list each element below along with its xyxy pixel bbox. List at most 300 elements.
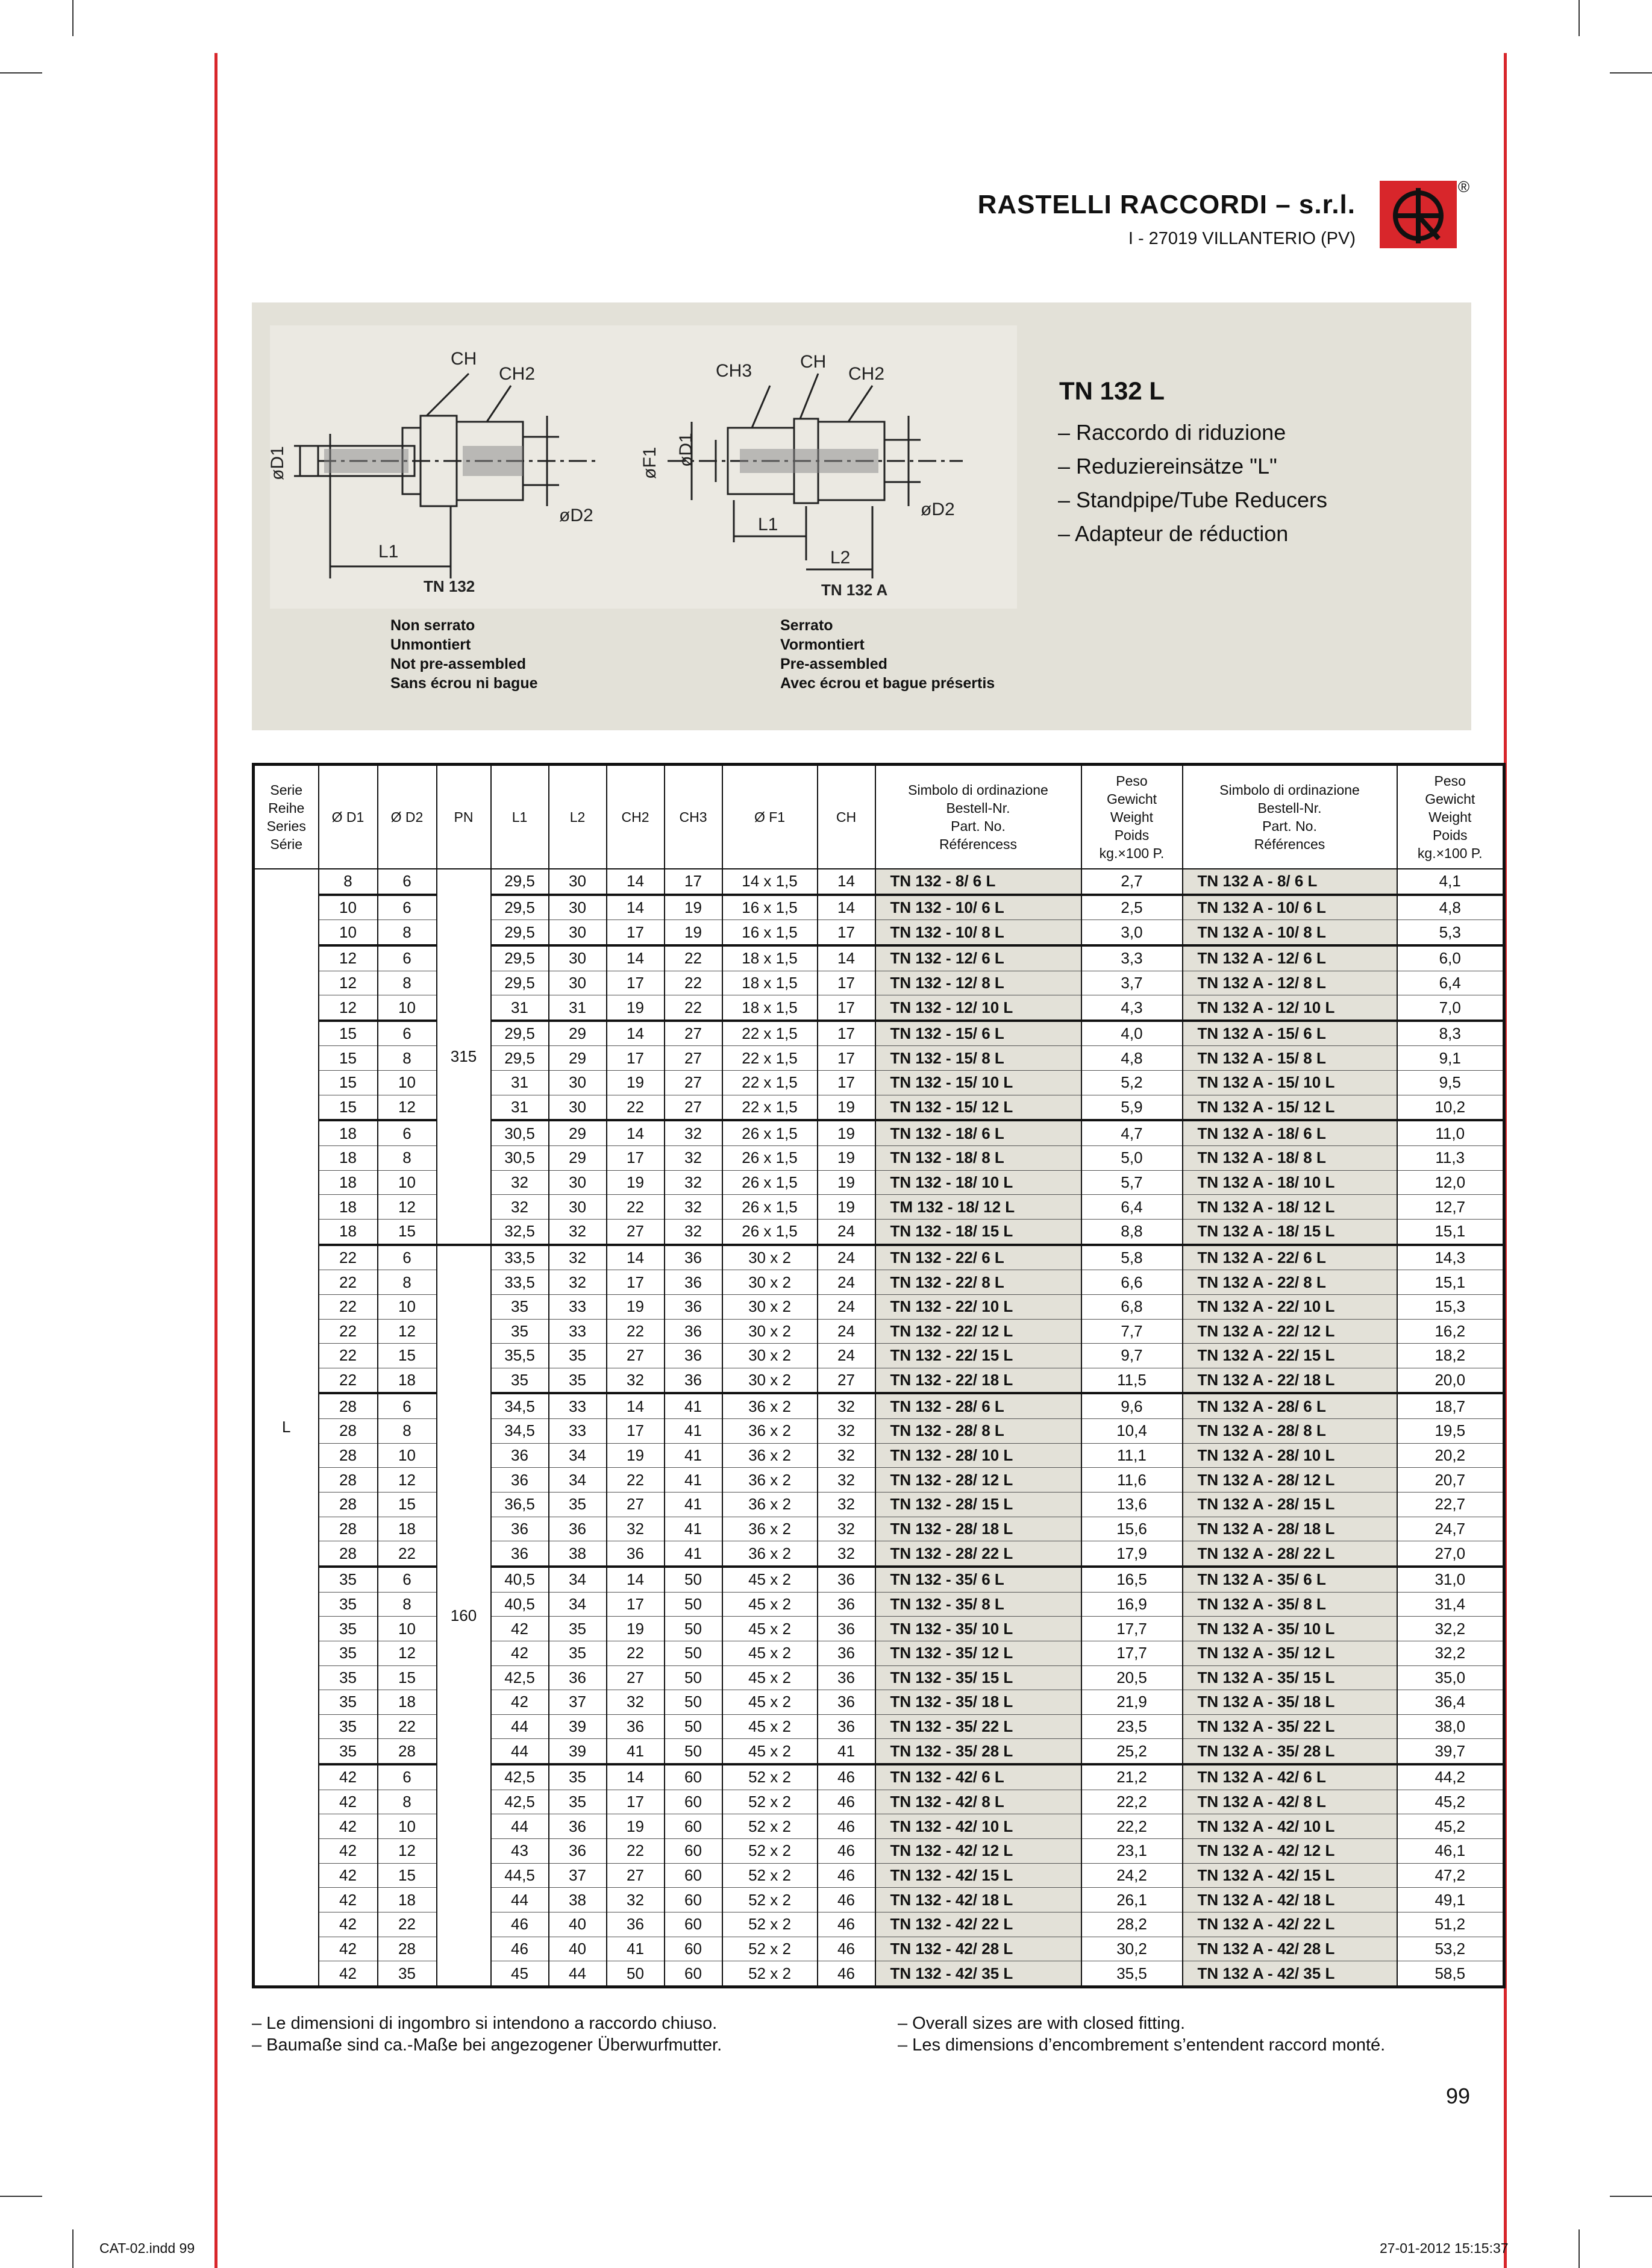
cell-d1: 28 — [319, 1393, 378, 1418]
cell-ch2: 14 — [607, 1021, 665, 1046]
cell-l1: 36 — [491, 1541, 549, 1567]
cell-d2: 10 — [378, 995, 437, 1021]
header-line: Gewicht — [1425, 791, 1475, 807]
cell-d2: 12 — [378, 1468, 437, 1493]
cell-weight-a: 11,0 — [1397, 1120, 1504, 1145]
cell-weight-a: 44,2 — [1397, 1764, 1504, 1790]
cell-d2: 15 — [378, 1665, 437, 1690]
cell-d1: 15 — [319, 1021, 378, 1046]
cell-f1: 36 x 2 — [722, 1493, 818, 1517]
cell-f1: 16 x 1,5 — [722, 895, 818, 920]
cell-d2: 15 — [378, 1219, 437, 1244]
drawing-caption-right: TN 132 A — [821, 581, 888, 599]
cell-weight: 23,5 — [1081, 1714, 1183, 1739]
header-ch2: CH2 — [607, 765, 665, 869]
header-line: Peso — [1116, 773, 1148, 789]
cell-ch2: 19 — [607, 1294, 665, 1319]
cell-d1: 10 — [319, 920, 378, 945]
company-name: RASTELLI RACCORDI – s.r.l. — [977, 190, 1356, 219]
cell-part-number: TN 132 - 12/ 10 L — [875, 995, 1081, 1021]
cell-ch3: 41 — [665, 1493, 722, 1517]
cell-d1: 42 — [319, 1814, 378, 1839]
cell-f1: 26 x 1,5 — [722, 1170, 818, 1195]
cell-l1: 42,5 — [491, 1790, 549, 1814]
cell-weight: 17,9 — [1081, 1541, 1183, 1567]
cell-weight-a: 14,3 — [1397, 1245, 1504, 1270]
crop-mark — [72, 0, 74, 36]
cell-weight-a: 35,0 — [1397, 1665, 1504, 1690]
cell-ch3: 50 — [665, 1592, 722, 1617]
cell-l1: 35 — [491, 1294, 549, 1319]
cell-d2: 35 — [378, 1961, 437, 1987]
cell-l2: 36 — [549, 1838, 607, 1863]
cell-d1: 42 — [319, 1961, 378, 1987]
cell-d1: 10 — [319, 895, 378, 920]
cell-l2: 35 — [549, 1344, 607, 1368]
cell-f1: 45 x 2 — [722, 1739, 818, 1764]
cell-d1: 28 — [319, 1541, 378, 1567]
label-ch3: CH3 — [716, 361, 752, 381]
cell-l2: 36 — [549, 1665, 607, 1690]
cell-part-number: TN 132 - 42/ 28 L — [875, 1937, 1081, 1961]
cell-d2: 8 — [378, 920, 437, 945]
crop-mark — [0, 72, 42, 74]
cell-f1: 45 x 2 — [722, 1714, 818, 1739]
label-l1: L1 — [378, 542, 399, 562]
cell-weight: 2,7 — [1081, 869, 1183, 895]
cell-weight-a: 49,1 — [1397, 1888, 1504, 1912]
cell-ch3: 32 — [665, 1195, 722, 1220]
cell-ch2: 32 — [607, 1368, 665, 1393]
product-description: – Reduziereinsätze "L" — [1058, 454, 1277, 478]
cell-d2: 15 — [378, 1344, 437, 1368]
cell-weight: 15,6 — [1081, 1517, 1183, 1541]
product-description: – Raccordo di riduzione — [1058, 420, 1286, 445]
cell-weight: 23,1 — [1081, 1838, 1183, 1863]
cell-f1: 14 x 1,5 — [722, 869, 818, 895]
pn-cell: 315 — [437, 869, 491, 1245]
cell-weight: 11,5 — [1081, 1368, 1183, 1393]
cell-d2: 6 — [378, 1567, 437, 1592]
header-line: Part. No. — [951, 818, 1006, 834]
cell-weight-a: 11,3 — [1397, 1146, 1504, 1171]
cell-ch3: 19 — [665, 895, 722, 920]
cell-d2: 8 — [378, 1270, 437, 1295]
cell-part-number-a: TN 132 A - 18/ 10 L — [1183, 1170, 1397, 1195]
cell-d1: 35 — [319, 1665, 378, 1690]
cell-ch: 17 — [818, 1071, 875, 1095]
cell-part-number-a: TN 132 A - 28/ 12 L — [1183, 1468, 1397, 1493]
cell-part-number: TN 132 - 28/ 6 L — [875, 1393, 1081, 1418]
cell-part-number-a: TN 132 A - 15/ 10 L — [1183, 1071, 1397, 1095]
cell-f1: 45 x 2 — [722, 1665, 818, 1690]
cell-ch: 14 — [818, 869, 875, 895]
cell-d2: 22 — [378, 1541, 437, 1567]
cell-ch2: 27 — [607, 1665, 665, 1690]
product-description: – Standpipe/Tube Reducers — [1058, 487, 1327, 512]
cell-l2: 38 — [549, 1888, 607, 1912]
cell-ch3: 41 — [665, 1468, 722, 1493]
cell-ch3: 50 — [665, 1714, 722, 1739]
cell-d2: 22 — [378, 1912, 437, 1937]
cell-weight: 28,2 — [1081, 1912, 1183, 1937]
cell-f1: 36 x 2 — [722, 1541, 818, 1567]
cell-weight-a: 10,2 — [1397, 1095, 1504, 1120]
cell-f1: 52 x 2 — [722, 1912, 818, 1937]
cell-part-number-a: TN 132 A - 35/ 12 L — [1183, 1641, 1397, 1665]
cell-d2: 12 — [378, 1319, 437, 1344]
cell-weight-a: 12,7 — [1397, 1195, 1504, 1220]
cell-ch3: 27 — [665, 1071, 722, 1095]
cell-l2: 35 — [549, 1493, 607, 1517]
cell-l2: 36 — [549, 1517, 607, 1541]
cell-weight-a: 58,5 — [1397, 1961, 1504, 1987]
header-l2: L2 — [549, 765, 607, 869]
cell-l1: 42 — [491, 1641, 549, 1665]
cell-l1: 36 — [491, 1443, 549, 1468]
cell-d1: 15 — [319, 1046, 378, 1071]
header-line: Part. No. — [1262, 818, 1317, 834]
cell-ch3: 60 — [665, 1863, 722, 1888]
cell-d2: 8 — [378, 1419, 437, 1444]
cell-f1: 22 x 1,5 — [722, 1046, 818, 1071]
cell-d1: 22 — [319, 1270, 378, 1295]
cell-weight: 17,7 — [1081, 1617, 1183, 1641]
cell-ch3: 32 — [665, 1170, 722, 1195]
cell-part-number-a: TN 132 A - 28/ 15 L — [1183, 1493, 1397, 1517]
label-ch-right: CH — [800, 352, 827, 372]
cell-ch: 17 — [818, 920, 875, 945]
cell-l1: 35 — [491, 1319, 549, 1344]
cell-d1: 42 — [319, 1937, 378, 1961]
cell-f1: 30 x 2 — [722, 1368, 818, 1393]
cell-f1: 45 x 2 — [722, 1592, 818, 1617]
cell-l1: 44 — [491, 1714, 549, 1739]
cell-ch2: 27 — [607, 1493, 665, 1517]
cell-part-number-a: TN 132 A - 42/ 15 L — [1183, 1863, 1397, 1888]
cell-l2: 35 — [549, 1368, 607, 1393]
cell-ch3: 41 — [665, 1393, 722, 1418]
cell-part-number: TN 132 - 28/ 18 L — [875, 1517, 1081, 1541]
cell-part-number: TN 132 - 42/ 35 L — [875, 1961, 1081, 1987]
margin-rule-left — [214, 53, 217, 2268]
table-row — [254, 1245, 1504, 1270]
cell-weight-a: 16,2 — [1397, 1319, 1504, 1344]
cell-weight-a: 46,1 — [1397, 1838, 1504, 1863]
note-line: Sans écrou ni bague — [390, 675, 538, 692]
cell-weight: 7,7 — [1081, 1319, 1183, 1344]
cell-weight-a: 31,4 — [1397, 1592, 1504, 1617]
page-number: 99 — [1446, 2084, 1471, 2108]
cell-ch2: 14 — [607, 1764, 665, 1790]
cell-d1: 18 — [319, 1120, 378, 1145]
header-line: Reihe — [268, 800, 305, 816]
cell-ch: 46 — [818, 1888, 875, 1912]
technical-drawing — [270, 325, 1017, 609]
cell-l1: 33,5 — [491, 1245, 549, 1270]
footnotes-left — [252, 2013, 722, 2056]
cell-l2: 29 — [549, 1120, 607, 1145]
cell-ch3: 60 — [665, 1912, 722, 1937]
cell-ch: 36 — [818, 1567, 875, 1592]
cell-ch: 19 — [818, 1095, 875, 1120]
cell-d2: 18 — [378, 1517, 437, 1541]
cell-ch: 24 — [818, 1294, 875, 1319]
cell-f1: 22 x 1,5 — [722, 1021, 818, 1046]
product-description: – Adapteur de réduction — [1058, 521, 1289, 546]
cell-ch: 46 — [818, 1912, 875, 1937]
cell-part-number-a: TN 132 A - 15/ 8 L — [1183, 1046, 1397, 1071]
cell-part-number-a: TN 132 A - 42/ 22 L — [1183, 1912, 1397, 1937]
cell-weight-a: 8,3 — [1397, 1021, 1504, 1046]
crop-mark — [1610, 72, 1652, 74]
cell-weight: 4,0 — [1081, 1021, 1183, 1046]
cell-part-number-a: TN 132 A - 12/ 10 L — [1183, 995, 1397, 1021]
header-line: Série — [270, 836, 303, 852]
cell-f1: 16 x 1,5 — [722, 920, 818, 945]
cell-part-number-a: TN 132 A - 42/ 10 L — [1183, 1814, 1397, 1839]
cell-part-number: TN 132 - 8/ 6 L — [875, 869, 1081, 895]
cell-l1: 31 — [491, 1095, 549, 1120]
cell-ch2: 22 — [607, 1641, 665, 1665]
cell-ch2: 19 — [607, 1071, 665, 1095]
cell-ch: 27 — [818, 1368, 875, 1393]
product-descriptions — [1058, 416, 1327, 551]
label-ch2: CH2 — [499, 364, 536, 384]
cell-l1: 32 — [491, 1195, 549, 1220]
cell-part-number: TN 132 - 28/ 22 L — [875, 1541, 1081, 1567]
cell-weight-a: 18,7 — [1397, 1393, 1504, 1418]
cell-weight-a: 15,3 — [1397, 1294, 1504, 1319]
cell-ch: 19 — [818, 1120, 875, 1145]
cell-weight: 16,9 — [1081, 1592, 1183, 1617]
header-line: Bestell-Nr. — [1257, 800, 1322, 816]
cell-ch: 24 — [818, 1319, 875, 1344]
cell-l1: 29,5 — [491, 869, 549, 895]
cell-part-number: TN 132 - 42/ 10 L — [875, 1814, 1081, 1839]
cell-ch3: 41 — [665, 1517, 722, 1541]
cell-part-number-a: TN 132 A - 35/ 15 L — [1183, 1665, 1397, 1690]
cell-part-number-a: TN 132 A - 15/ 12 L — [1183, 1095, 1397, 1120]
header-l1: L1 — [491, 765, 549, 869]
cell-part-number-a: TN 132 A - 22/ 18 L — [1183, 1368, 1397, 1393]
cell-ch: 24 — [818, 1270, 875, 1295]
cell-d2: 6 — [378, 869, 437, 895]
cell-f1: 45 x 2 — [722, 1567, 818, 1592]
cell-d2: 10 — [378, 1071, 437, 1095]
cell-part-number: TN 132 - 35/ 12 L — [875, 1641, 1081, 1665]
cell-weight-a: 53,2 — [1397, 1937, 1504, 1961]
label-f1: øF1 — [640, 446, 660, 479]
cell-d1: 42 — [319, 1838, 378, 1863]
cell-part-number-a: TN 132 A - 10/ 6 L — [1183, 895, 1397, 920]
cell-d2: 12 — [378, 1838, 437, 1863]
cell-l2: 34 — [549, 1468, 607, 1493]
cell-ch: 32 — [818, 1468, 875, 1493]
cell-f1: 36 x 2 — [722, 1393, 818, 1418]
cell-weight: 6,4 — [1081, 1195, 1183, 1220]
note-line: Unmontiert — [390, 636, 471, 653]
cell-l1: 36,5 — [491, 1493, 549, 1517]
cell-ch: 36 — [818, 1641, 875, 1665]
cell-d1: 28 — [319, 1493, 378, 1517]
cell-d2: 12 — [378, 1095, 437, 1120]
cell-d1: 35 — [319, 1592, 378, 1617]
cell-f1: 30 x 2 — [722, 1344, 818, 1368]
cell-part-number: TN 132 - 18/ 8 L — [875, 1146, 1081, 1171]
cell-part-number: TN 132 - 35/ 28 L — [875, 1739, 1081, 1764]
cell-d2: 18 — [378, 1690, 437, 1715]
cell-l1: 31 — [491, 995, 549, 1021]
cell-weight-a: 9,1 — [1397, 1046, 1504, 1071]
cell-ch2: 17 — [607, 971, 665, 995]
cell-d1: 18 — [319, 1146, 378, 1171]
cell-part-number-a: TN 132 A - 22/ 8 L — [1183, 1270, 1397, 1295]
cell-l2: 33 — [549, 1419, 607, 1444]
cell-part-number: TN 132 - 22/ 6 L — [875, 1245, 1081, 1270]
header-serie — [254, 765, 319, 869]
cell-part-number-a: TN 132 A - 28/ 22 L — [1183, 1541, 1397, 1567]
cell-weight: 24,2 — [1081, 1863, 1183, 1888]
cell-weight-a: 24,7 — [1397, 1517, 1504, 1541]
cell-ch: 32 — [818, 1443, 875, 1468]
cell-part-number-a: TN 132 A - 28/ 8 L — [1183, 1419, 1397, 1444]
cell-ch: 46 — [818, 1961, 875, 1987]
cell-d2: 8 — [378, 1046, 437, 1071]
cell-ch3: 22 — [665, 945, 722, 971]
cell-weight-a: 9,5 — [1397, 1071, 1504, 1095]
cell-ch2: 14 — [607, 1245, 665, 1270]
cell-ch: 24 — [818, 1344, 875, 1368]
cell-weight: 30,2 — [1081, 1937, 1183, 1961]
cell-part-number: TN 132 - 10/ 6 L — [875, 895, 1081, 920]
cell-weight-a: 39,7 — [1397, 1739, 1504, 1764]
cell-d2: 22 — [378, 1714, 437, 1739]
header-line: Simbolo di ordinazione — [1219, 782, 1360, 798]
cell-d1: 28 — [319, 1443, 378, 1468]
cell-ch: 36 — [818, 1690, 875, 1715]
cell-d1: 28 — [319, 1517, 378, 1541]
cell-ch3: 50 — [665, 1567, 722, 1592]
header-d1: Ø D1 — [319, 765, 378, 869]
cell-part-number: TN 132 - 28/ 10 L — [875, 1443, 1081, 1468]
cell-part-number: TN 132 - 10/ 8 L — [875, 920, 1081, 945]
cell-part-number: TN 132 - 22/ 12 L — [875, 1319, 1081, 1344]
cell-ch2: 19 — [607, 1617, 665, 1641]
header-weight-a — [1397, 765, 1504, 869]
cell-part-number: TN 132 - 22/ 18 L — [875, 1368, 1081, 1393]
cell-d1: 8 — [319, 869, 378, 895]
cell-l2: 39 — [549, 1739, 607, 1764]
cell-d1: 22 — [319, 1319, 378, 1344]
cell-f1: 26 x 1,5 — [722, 1146, 818, 1171]
cell-d2: 8 — [378, 1592, 437, 1617]
cell-ch: 17 — [818, 995, 875, 1021]
header-line: Références — [1254, 836, 1325, 852]
cell-d2: 6 — [378, 1021, 437, 1046]
cell-weight: 10,4 — [1081, 1419, 1183, 1444]
cell-ch: 32 — [818, 1541, 875, 1567]
header-line: Weight — [1428, 809, 1472, 825]
crop-mark — [1578, 2229, 1580, 2268]
cell-weight: 17,7 — [1081, 1641, 1183, 1665]
cell-f1: 26 x 1,5 — [722, 1219, 818, 1244]
header-line: Gewicht — [1106, 791, 1157, 807]
cell-l1: 42,5 — [491, 1764, 549, 1790]
product-name: TN 132 L — [1059, 377, 1165, 405]
cell-d1: 35 — [319, 1714, 378, 1739]
cell-l2: 29 — [549, 1046, 607, 1071]
cell-weight: 9,6 — [1081, 1393, 1183, 1418]
cell-ch2: 17 — [607, 920, 665, 945]
cell-ch: 32 — [818, 1517, 875, 1541]
cell-ch: 46 — [818, 1863, 875, 1888]
cell-part-number-a: TN 132 A - 35/ 18 L — [1183, 1690, 1397, 1715]
cell-weight: 25,2 — [1081, 1739, 1183, 1764]
cell-d1: 35 — [319, 1641, 378, 1665]
cell-weight: 35,5 — [1081, 1961, 1183, 1987]
cell-weight-a: 4,8 — [1397, 895, 1504, 920]
cell-weight-a: 7,0 — [1397, 995, 1504, 1021]
cell-weight: 16,5 — [1081, 1567, 1183, 1592]
cell-l2: 36 — [549, 1814, 607, 1839]
cell-f1: 52 x 2 — [722, 1838, 818, 1863]
crop-mark — [0, 2196, 42, 2197]
cell-ch3: 60 — [665, 1814, 722, 1839]
header-ch3: CH3 — [665, 765, 722, 869]
cell-d2: 28 — [378, 1739, 437, 1764]
footnote: – Les dimensions d’encombrement s’entendent raccord monté. — [898, 2035, 1386, 2055]
cell-l1: 29,5 — [491, 971, 549, 995]
cell-ch: 46 — [818, 1790, 875, 1814]
cell-ch2: 19 — [607, 1170, 665, 1195]
cell-ch2: 17 — [607, 1046, 665, 1071]
logo-mark-icon — [1380, 181, 1457, 248]
cell-l1: 35,5 — [491, 1344, 549, 1368]
slug-file: CAT-02.indd 99 — [99, 2240, 195, 2256]
cell-ch3: 41 — [665, 1443, 722, 1468]
cell-ch3: 60 — [665, 1790, 722, 1814]
cell-l2: 31 — [549, 995, 607, 1021]
cell-weight: 22,2 — [1081, 1790, 1183, 1814]
cell-l2: 44 — [549, 1961, 607, 1987]
cell-ch3: 50 — [665, 1617, 722, 1641]
cell-weight-a: 31,0 — [1397, 1567, 1504, 1592]
header-line: Simbolo di ordinazione — [908, 782, 1048, 798]
cell-l1: 46 — [491, 1937, 549, 1961]
cell-d1: 12 — [319, 995, 378, 1021]
cell-f1: 30 x 2 — [722, 1270, 818, 1295]
cell-d2: 10 — [378, 1170, 437, 1195]
cell-ch: 32 — [818, 1393, 875, 1418]
label-l1-right: L1 — [758, 515, 778, 534]
cell-f1: 26 x 1,5 — [722, 1120, 818, 1145]
cell-ch3: 60 — [665, 1888, 722, 1912]
cell-f1: 36 x 2 — [722, 1443, 818, 1468]
drawing-caption-left: TN 132 — [424, 577, 475, 595]
cell-l1: 44,5 — [491, 1863, 549, 1888]
cell-f1: 26 x 1,5 — [722, 1195, 818, 1220]
cell-ch3: 60 — [665, 1961, 722, 1987]
cell-part-number: TN 132 - 12/ 6 L — [875, 945, 1081, 971]
cell-part-number-a: TN 132 A - 35/ 22 L — [1183, 1714, 1397, 1739]
cell-l1: 36 — [491, 1517, 549, 1541]
cell-d1: 35 — [319, 1617, 378, 1641]
cell-l2: 32 — [549, 1219, 607, 1244]
cell-part-number-a: TN 132 A - 42/ 18 L — [1183, 1888, 1397, 1912]
cell-l2: 29 — [549, 1146, 607, 1171]
cell-ch2: 14 — [607, 1120, 665, 1145]
